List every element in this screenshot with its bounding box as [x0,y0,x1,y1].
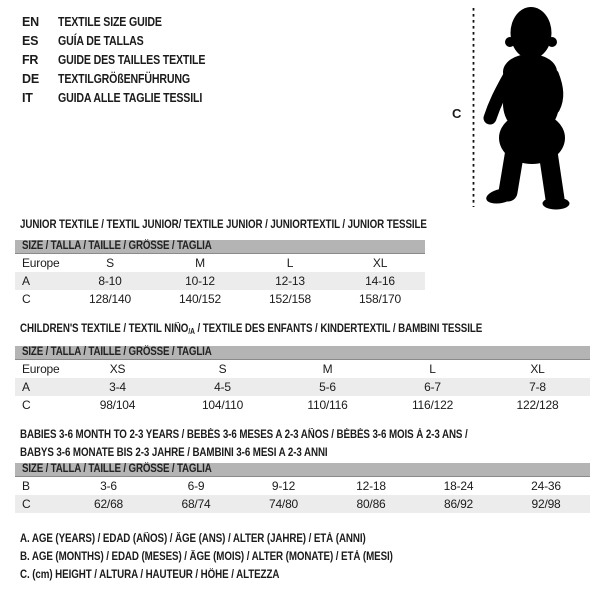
row-label: C [15,495,65,513]
row-label: Europe [22,256,60,270]
table-cell: 158/170 [359,292,402,306]
junior-size-table [15,240,425,308]
language-title: GUÍA DE TALLAS [58,33,144,48]
row-label: Europe [22,362,60,376]
table-size-header: SIZE / TALLA / TAILLE / GRÖSSE / TAGLIA [15,346,590,360]
table-cell: 3-6 [100,479,117,493]
row-label: C [22,292,31,306]
table-cell: 4-5 [170,378,275,396]
table-size-header: SIZE / TALLA / TAILLE / GRÖSSE / TAGLIA [15,240,425,254]
table-row [15,290,425,308]
table-cell: 116/122 [411,398,454,412]
table-cell: 62/68 [65,495,152,513]
table-cell: 92/98 [502,495,590,513]
row-label: C [22,398,31,412]
language-title-block [22,12,231,107]
footnote-height-cm: C. (cm) HEIGHT / ALTURA / HAUTEUR / HÖHE / ALTEZZA [20,569,280,581]
table-cell: S [218,362,227,376]
table-size-header: SIZE / TALLA / TAILLE / GRÖSSE / TAGLIA [15,463,590,477]
language-code: IT [22,90,33,105]
table-cell: 6-7 [380,378,485,396]
language-title: GUIDE DES TAILLES TEXTILE [58,52,206,67]
table-cell: XS [109,362,126,376]
table-cell: 74/80 [240,495,327,513]
table-cell: 24-36 [531,479,561,493]
table-size-header-row [15,346,590,360]
table-cell: M [195,256,205,270]
table-cell: 18-24 [443,479,474,493]
footnote-age-years: A. AGE (YEARS) / EDAD (AÑOS) / ÂGE (ANS) / ALTER (JAHRE) / ETÀ (ANNI) [20,533,366,545]
table-cell: S [106,256,114,270]
baby-silhouette-icon [485,7,570,210]
babies-section-title: BABIES 3-6 MONTH TO 2-3 YEARS / BEBÉS 3-6 MESES A 2-3 AÑOS / BÉBÉS 3-6 MOIS À 2-3 ANS / BABYS 3-6 MONATE BIS 2-3 JAHRE / BAMBINI 3-6 MESI A 2-3 ANNI [20,429,468,459]
table-row [15,495,590,513]
table-cell: 140/152 [179,292,221,306]
language-row [22,31,231,50]
row-label: B [22,479,30,493]
language-title: TEXTILGRÖßENFÜHRUNG [58,71,190,86]
table-row [15,396,590,414]
row-label: A [15,272,65,290]
table-cell: M [322,362,333,376]
table-row [15,360,590,379]
baby-figure [440,0,600,215]
language-row [22,69,231,88]
junior-section-title: JUNIOR TEXTILE / TEXTIL JUNIOR/ TEXTILE JUNIOR / JUNIORTEXTIL / JUNIOR TESSILE [20,219,427,231]
language-code: EN [22,14,39,29]
language-row [22,12,231,31]
children-section-title: CHILDREN'S TEXTILE / TEXTIL $NIÑO_{/A}$ / TEXTILE DES ENFANTS / KINDERTEXTIL / BAMBINI TESSILE [20,323,483,336]
table-row [15,254,425,273]
table-cell: 14-16 [335,272,425,290]
table-cell: 12-13 [245,272,335,290]
table-cell: 6-9 [187,479,205,493]
table-cell: 128/140 [89,292,131,306]
table-cell: 5-6 [275,378,380,396]
table-cell: XL [372,256,388,270]
language-row [22,50,231,69]
table-row [15,378,590,396]
table-cell: 68/74 [152,495,240,513]
language-code: FR [22,52,39,67]
table-cell: 86/92 [415,495,502,513]
table-cell: 110/116 [307,398,348,412]
language-title: GUIDA ALLE TAGLIE TESSILI [58,90,203,105]
language-code: DE [22,71,39,86]
table-cell: L [429,362,436,376]
table-cell: 80/86 [327,495,415,513]
height-measure-label: C [452,106,462,121]
table-cell: 3-4 [65,378,170,396]
table-cell: 122/128 [516,398,559,412]
table-row [15,272,425,290]
table-cell: 10-12 [155,272,245,290]
table-cell: 8-10 [65,272,155,290]
table-size-header-row [15,240,425,254]
table-cell: 12-18 [356,479,386,493]
table-cell: 9-12 [271,479,296,493]
table-cell: XL [530,362,545,376]
table-size-header-row [15,463,590,477]
row-label: A [15,378,65,396]
children-size-table [15,346,590,414]
language-title: TEXTILE SIZE GUIDE [58,14,162,29]
table-cell: 7-8 [485,378,590,396]
language-row [22,88,231,107]
table-row [15,477,590,496]
babies-size-table [15,463,590,513]
table-cell: L [286,256,294,270]
footnote-age-months: B. AGE (MONTHS) / EDAD (MESES) / ÂGE (MOIS) / ALTER (MONATE) / ETÀ (MESI) [20,551,393,563]
table-cell: 98/104 [99,398,136,412]
table-cell: 152/158 [269,292,311,306]
language-code: ES [22,33,39,48]
table-cell: 104/110 [201,398,244,412]
